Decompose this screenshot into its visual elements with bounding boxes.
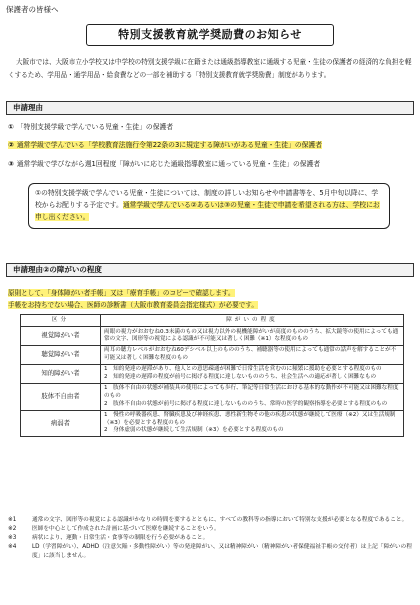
column-header-degree: 障がいの程度 [101, 315, 404, 327]
footnote-text: 病状により、運動・日常生活・食事等の制限を行う必要があること。 [32, 535, 209, 541]
footnote-mark: ※1 [8, 517, 17, 523]
notice-text [35, 187, 383, 223]
table-row [21, 364, 404, 383]
row-description [101, 345, 404, 364]
degree-intro-line-2: 手帳をお持ちでない場合、医師の診断書（大阪市教育委員会指定様式）が必要です。 [8, 301, 258, 309]
description-line: 両眼の視力がおおむね0.3未満のもの又は視力以外の視機能障がいが高度のもののうち、拡大鏡等の使用によっても通常の文字、図形等の視覚による認識が不可能又は著しく困難（※1）な程度のもの [104, 328, 399, 342]
row-category: 知的障がい者 [21, 364, 101, 383]
row-category: 病弱者 [21, 410, 101, 437]
table-row [21, 345, 404, 364]
notice-part-1: ①の特別支援学級で学んでいる児童・生徒については、制度の詳しいお知らせや申請書等を、5月中旬以降に、学校からお配りする予定です。 [35, 189, 379, 209]
description-line: 1 肢体不自由の状態が補装具の使用によっても歩行、筆記等日常生活における基本的な動作が不可能又は困難な程度のもの [104, 385, 399, 399]
reason-text: 通常学級で学びながら週1回程度「障がいに応じた通級指導教室に通っている児童・生徒」の保護者 [16, 160, 321, 168]
description-line: 両耳の聴力レベルがおおむね60デシベル以上のもののうち、補聴器等の使用によっても通常の話声を解することが不可能又は著しく困難な程度のもの [104, 347, 397, 361]
reason-number: ② [8, 141, 14, 149]
page-title [86, 24, 334, 46]
row-category: 視覚障がい者 [21, 327, 101, 346]
intro-paragraph: 大阪市では、大阪市立小学校又は中学校の特別支援学級に在籍または通級指導教室に通級する児童・生徒の保護者の経済的な負担を軽くするため、学用品・通学用品・給食費などの一部を補助する「特別支援教育就学奨励費」制度があります。 [8, 58, 412, 79]
description-line: 1 知的発達の遅滞があり、他人との意思疎通が困難で日常生活を営むのに頻繁に援助を必要とする程度のもの [104, 366, 382, 373]
description-line: 2 知的発達の遅滞の程度が前号に掲げる程度に達しないもののうち、社会生活への適応が著しく困難なもの [104, 374, 377, 381]
table-header-row [21, 315, 404, 327]
description-line: 1 慢性の呼吸器疾患、腎臓疾患及び神経疾患、悪性新生物その他の疾患の状態が継続して医療（※2）又は生活規制（※3）を必要とする程度のもの [104, 412, 396, 426]
row-category: 肢体不自由者 [21, 383, 101, 410]
table-row [21, 327, 404, 346]
reason-number: ③ [8, 160, 14, 168]
table-row [21, 410, 404, 437]
row-description [101, 410, 404, 437]
section-heading-text: 申請理由 [13, 103, 43, 113]
footnote-text: LD（学習障がい）、ADHD（注意欠陥・多動性障がい）等の発達障がい、又は精神障がい（精神障がい者保健福祉手帳の交付者）は上記「障がいの程度」に該当しません。 [32, 544, 412, 559]
disability-degree-table [20, 314, 404, 437]
table-row [21, 383, 404, 410]
footnote [8, 534, 414, 543]
description-line: 2 身体虚弱の状態が継続して生活規制（※3）を必要とする程度のもの [104, 427, 284, 434]
row-category: 聴覚障がい者 [21, 345, 101, 364]
footnote-mark: ※3 [8, 535, 17, 541]
reason-text: 通常学級で学んでいる「学校教育法施行令第22条の3に規定する障がいがある児童・生徒」の保護者 [16, 141, 323, 149]
greeting: 保護者の皆様へ [6, 5, 59, 14]
notice-box [28, 183, 390, 229]
degree-intro-line-1: 原則として、「身体障がい者手帳」又は「療育手帳」のコピーで確認します。 [8, 289, 235, 297]
reason-text: 「特別支援学級で学んでいる児童・生徒」の保護者 [16, 123, 174, 131]
description-line: 2 肢体不自由の状態が前号に掲げる程度に達しないもののうち、常時の医学的観察指導を必要とする程度のもの [104, 400, 388, 407]
footnote-mark: ※4 [8, 544, 17, 550]
row-description [101, 364, 404, 383]
row-description [101, 383, 404, 410]
footnote-mark: ※2 [8, 526, 17, 532]
page-title-text: 特別支援教育就学奨励費のお知らせ [118, 28, 302, 42]
footnotes [8, 516, 414, 561]
section-heading-reasons [6, 101, 414, 115]
footnote [8, 525, 414, 534]
notice-part-2-highlight: 通常学級で学んでいる②あるいは③の児童・生徒で申請を希望される方は、学校にお申し出ください。 [35, 201, 380, 221]
column-header-category: 区分 [21, 315, 101, 327]
footnote-text: 通常の文字、図形等の視覚による認識がかなりの時間を要するとともに、すべての教科等の指導において特別な支援が必要となる程度であること。 [32, 517, 408, 523]
footnote [8, 543, 414, 561]
row-description [101, 327, 404, 346]
reason-number: ① [8, 123, 14, 131]
degree-intro [8, 287, 414, 311]
footnote-text: 医師を中心として作成された計画に基づいて医療を継続することをいう。 [32, 526, 220, 532]
section-heading-degree [6, 263, 414, 277]
reason-item-2 [8, 140, 416, 151]
section-heading-text: 申請理由②の障がいの程度 [13, 265, 102, 275]
reason-item-1 [8, 122, 416, 133]
footnote [8, 516, 414, 525]
reason-item-3 [8, 159, 416, 170]
